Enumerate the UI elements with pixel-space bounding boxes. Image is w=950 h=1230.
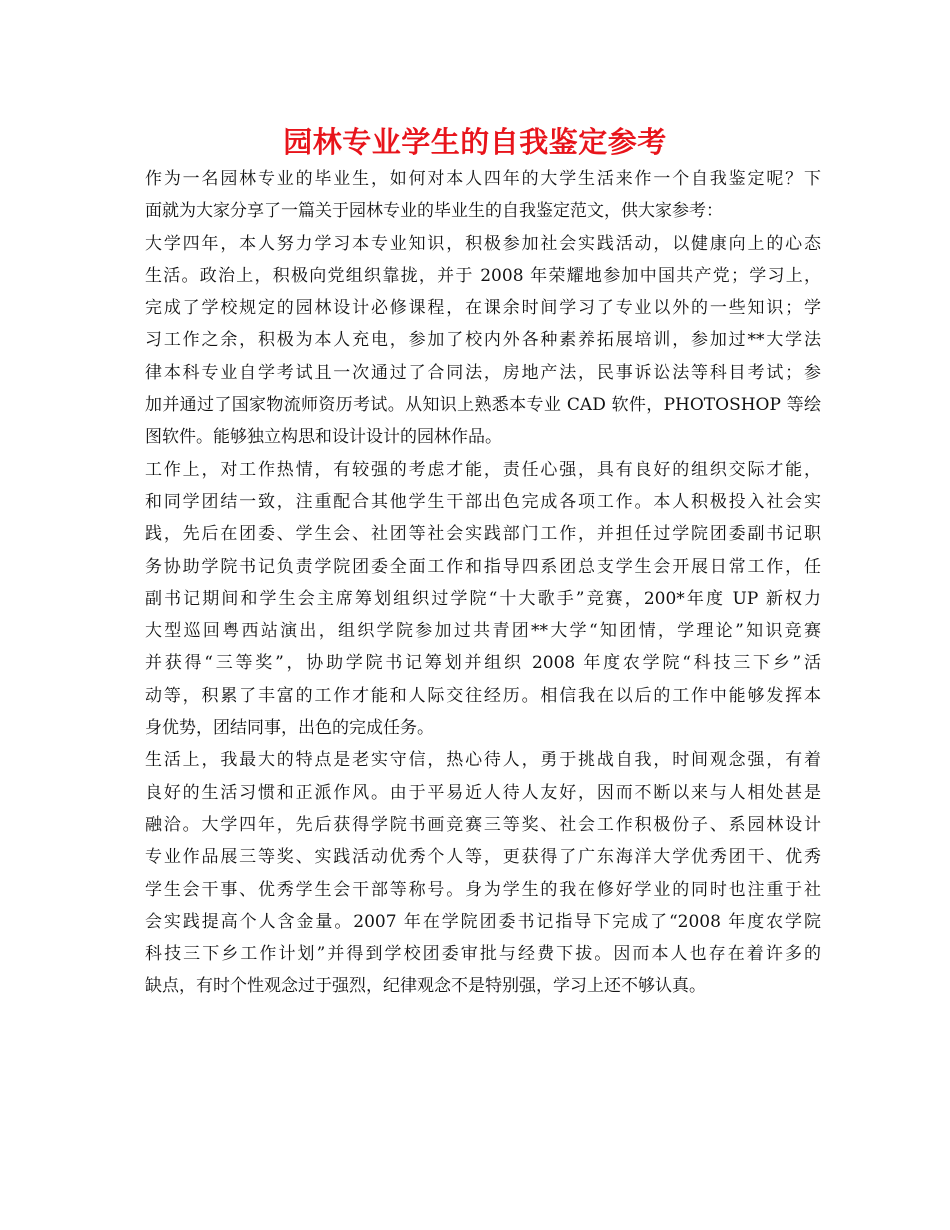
- text-line: 图软件。能够独立构思和设计设计的园林作品。: [145, 427, 502, 448]
- text-line: 面就为大家分享了一篇关于园林专业的毕业生的自我鉴定范文，供大家参考：: [145, 201, 723, 222]
- text-line: 学生会干事、优秀学生会干部等称号。身为学生的我在修好学业的同时也注重于社: [145, 879, 821, 900]
- text-line: 大学四年，本人努力学习本专业知识，积极参加社会实践活动，以健康向上的心态: [145, 233, 821, 254]
- text-line: 务协助学院书记负责学院团委全面工作和指导四系团总支学生会开展日常工作，任: [145, 556, 821, 577]
- text-line: 律本科专业自学考试且一次通过了合同法，房地产法，民事诉讼法等科目考试；参: [145, 362, 821, 383]
- paragraph: [145, 163, 821, 228]
- text-line: 融洽。大学四年，先后获得学院书画竞赛三等奖、社会工作积极份子、系园林设计: [145, 814, 821, 835]
- paragraph: [145, 228, 821, 454]
- text-line: 专业作品展三等奖、实践活动优秀个人等，更获得了广东海洋大学优秀团干、优秀: [145, 847, 821, 868]
- text-line: 生活上，我最大的特点是老实守信，热心待人，勇于挑战自我，时间观念强，有着: [145, 750, 821, 771]
- text-line: 加并通过了国家物流师资历考试。从知识上熟悉本专业 CAD 软件，PHOTOSHOP 等绘: [145, 395, 821, 416]
- text-line: 动等，积累了丰富的工作才能和人际交往经历。相信我在以后的工作中能够发挥本: [145, 685, 821, 706]
- text-line: 良好的生活习惯和正派作风。由于平易近人待人友好，因而不断以来与人相处甚是: [145, 782, 821, 803]
- text-line: 工作上，对工作热情，有较强的考虑才能，责任心强，具有良好的组织交际才能，: [145, 459, 821, 480]
- document-title: 园林专业学生的自我鉴定参考: [283, 125, 667, 159]
- text-line: 作为一名园林专业的毕业生，如何对本人四年的大学生活来作一个自我鉴定呢？下: [145, 169, 821, 189]
- paragraph: [145, 744, 821, 1002]
- text-line: 缺点，有时个性观念过于强烈，纪律观念不是特别强，学习上还不够认真。: [145, 976, 706, 997]
- document-body: [145, 163, 821, 1003]
- text-line: 完成了学校规定的园林设计必修课程，在课余时间学习了专业以外的一些知识；学: [145, 298, 821, 319]
- text-line: 身优势，团结同事，出色的完成任务。: [145, 718, 434, 739]
- text-line: 生活。政治上，积极向党组织靠拢，并于 2008 年荣耀地参加中国共产党；学习上，: [145, 265, 821, 286]
- text-line: 科技三下乡工作计划”并得到学校团委审批与经费下拔。因而本人也存在着许多的: [145, 944, 821, 965]
- text-line: 副书记期间和学生会主席筹划组织过学院“十大歌手”竞赛，200*年度 UP 新权力: [145, 588, 821, 609]
- text-line: 并获得“三等奖”，协助学院书记筹划并组织 2008 年度农学院“科技三下乡”活: [145, 653, 821, 674]
- text-line: 大型巡回粤西站演出，组织学院参加过共青团**大学“知团情，学理论”知识竞赛: [145, 621, 821, 642]
- paragraph: [145, 454, 821, 745]
- text-line: 和同学团结一致，注重配合其他学生干部出色完成各项工作。本人积极投入社会实: [145, 491, 821, 512]
- text-line: 习工作之余，积极为本人充电，参加了校内外各种素养拓展培训，参加过**大学法: [145, 330, 821, 351]
- text-line: 践，先后在团委、学生会、社团等社会实践部门工作，并担任过学院团委副书记职: [145, 524, 821, 545]
- text-line: 会实践提高个人含金量。2007 年在学院团委书记指导下完成了“2008 年度农学院: [145, 911, 821, 932]
